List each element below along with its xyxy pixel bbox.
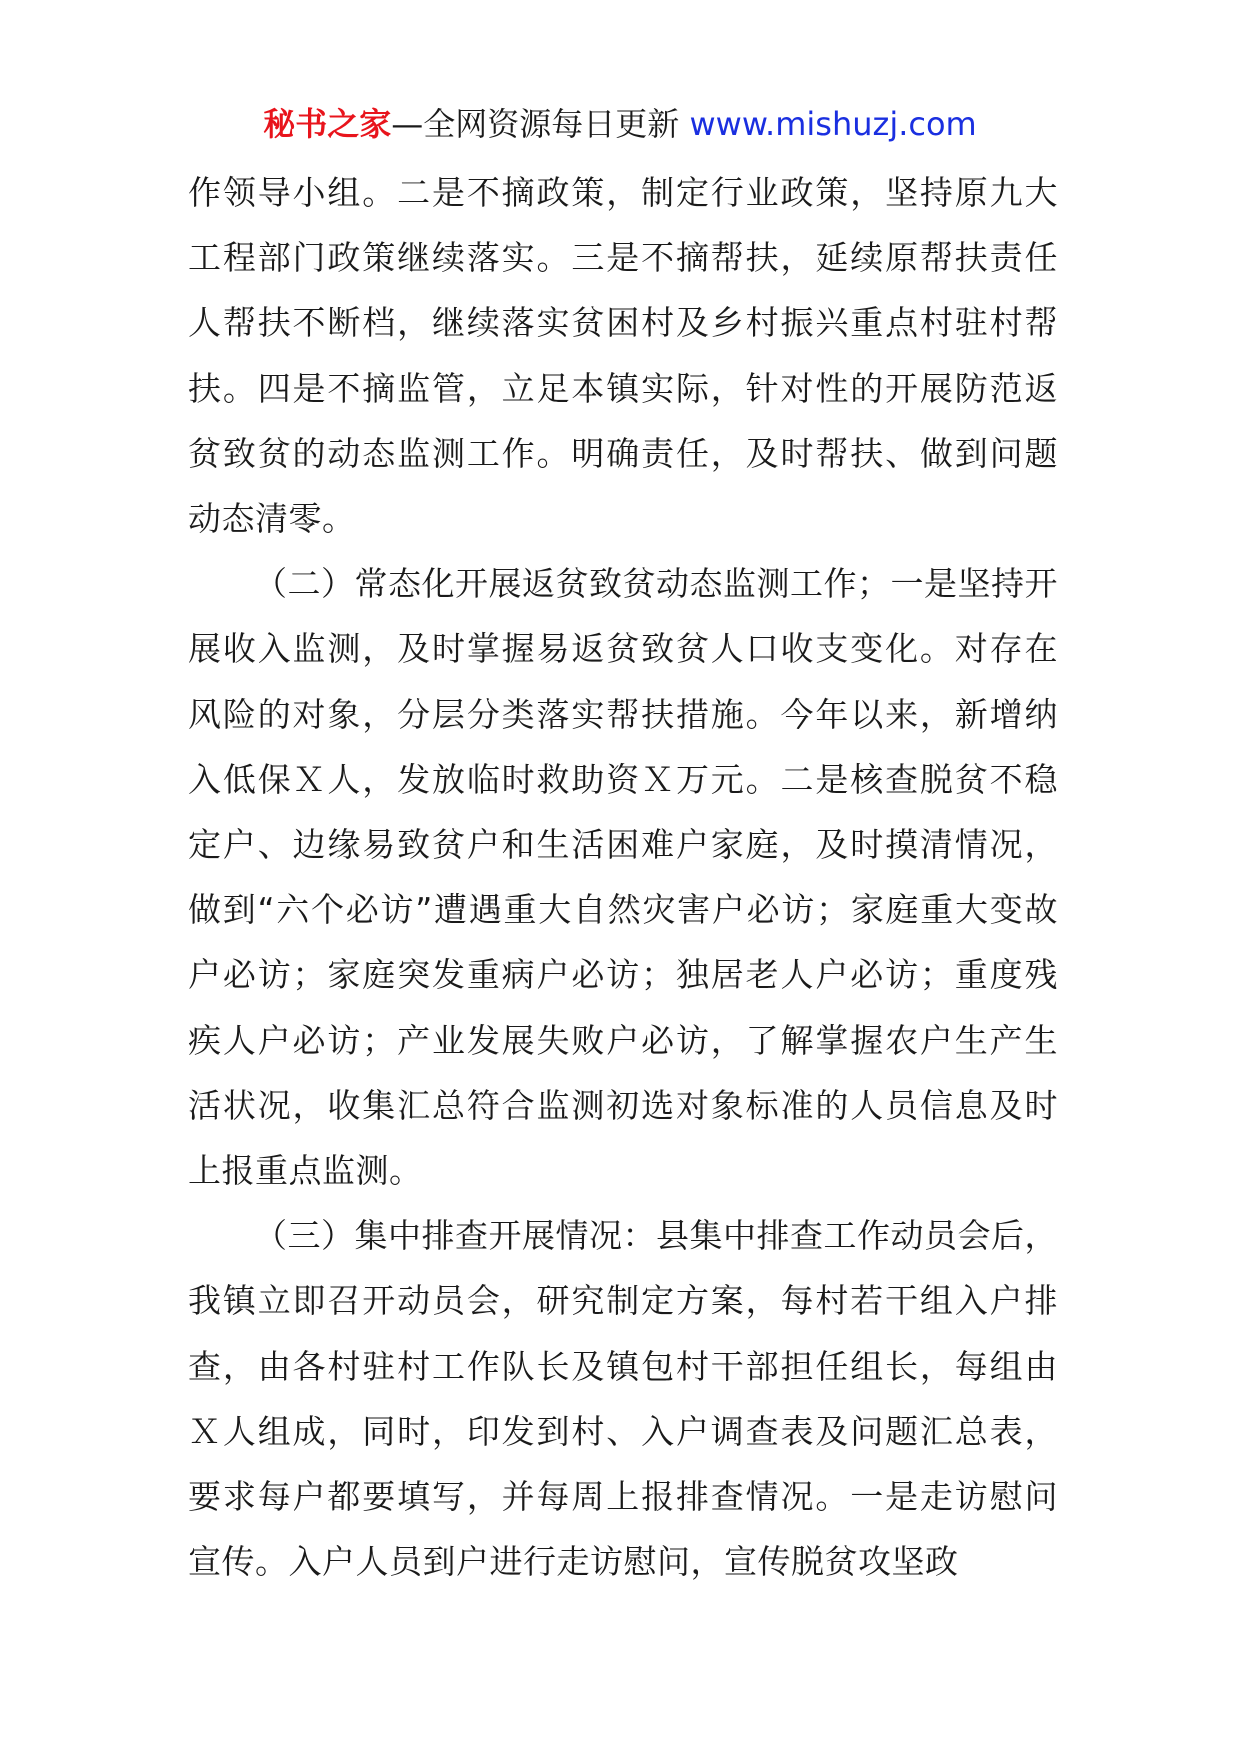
document-header — [0, 100, 1240, 148]
body-paragraph-1: 作领导小组。二是不摘政策，制定行业政策，坚持原九大工程部门政策继续落实。三是不摘帮扶，延续原帮扶责任人帮扶不断档，继续落实贫困村及乡村振兴重点村驻村帮扶。四是不摘监管，立足本镇实际，针对性的开展防范返贫致贫的动态监测工作。明确责任，及时帮扶、做到问题动态清零。 — [188, 173, 1058, 539]
header-brand: 秘书之家 — [263, 105, 392, 143]
header-tagline: —全网资源每日更新 — [391, 105, 690, 143]
header-site-link[interactable]: www.mishuzj.com — [689, 105, 977, 143]
document-body — [188, 160, 1058, 1594]
body-paragraph-2: （二）常态化开展返贫致贫动态监测工作；一是坚持开展收入监测，及时掌握易返贫致贫人口收支变化。对存在风险的对象，分层分类落实帮扶措施。今年以来，新增纳入低保Ｘ人，发放临时救助资Ｘ万元。二是核查脱贫不稳定户、边缘易致贫户和生活困难户家庭，及时摸清情况，做到“六个必访”遭遇重大自然灾害户必访；家庭重大变故户必访；家庭突发重病户必访；独居老人户必访；重度残疾人户必访；产业发展失败户必访，了解掌握农户生产生活状况，收集汇总符合监测初选对象标准的人员信息及时上报重点监测。 — [188, 564, 1058, 1191]
body-paragraph-3: （三）集中排查开展情况：县集中排查工作动员会后，我镇立即召开动员会，研究制定方案，每村若干组入户排查，由各村驻村工作队长及镇包村干部担任组长，每组由Ｘ人组成，同时，印发到村、入户调查表及问题汇总表，要求每户都要填写，并每周上报排查情况。一是走访慰问宣传。入户人员到户进行走访慰问，宣传脱贫攻坚政 — [188, 1216, 1058, 1582]
